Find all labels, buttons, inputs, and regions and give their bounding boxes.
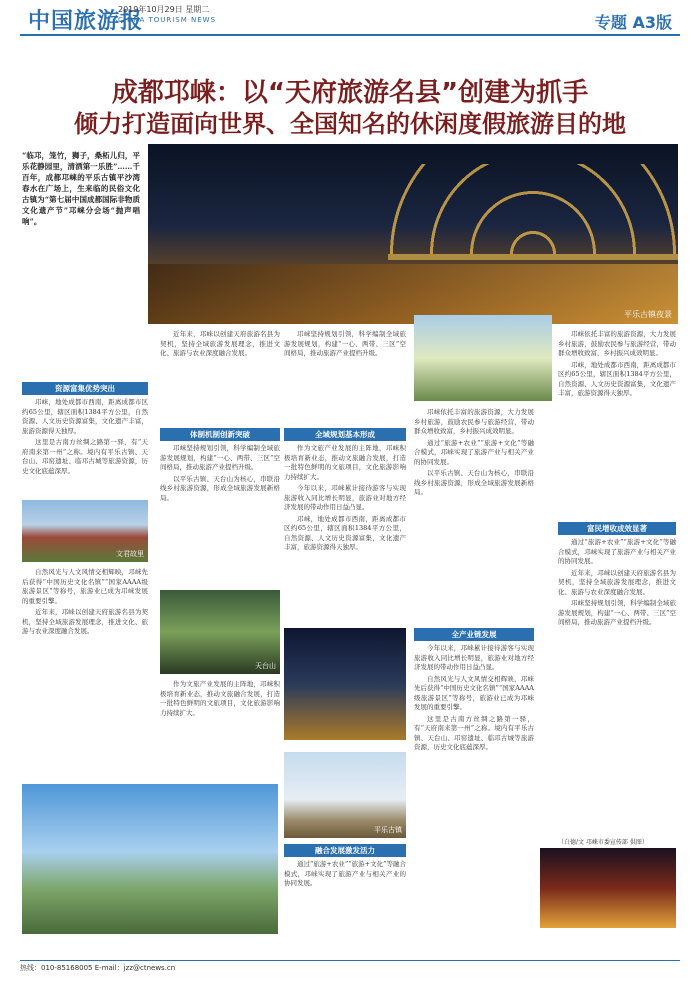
column-3-text-bottom bbox=[284, 860, 406, 952]
column-4-text-lower bbox=[414, 644, 534, 950]
photo-caption: 天台山 bbox=[255, 662, 276, 670]
photo-village bbox=[22, 500, 148, 562]
paragraph: 通过“旅游+农业”“旅游+文化”等融合模式，邛崃实现了旅游产业与相关产业的协同发展。 bbox=[414, 438, 534, 466]
paragraph: 邛崃坚持规划引领，科学编制全域旅游发展规划，构建“一心、两带、三区”空间格局，推动旅游产业提档升级。 bbox=[558, 599, 676, 626]
column-5-text-lower bbox=[558, 538, 676, 838]
photo-city-aerial bbox=[22, 784, 278, 934]
paragraph: 自然风光与人文风情交相辉映，邛崃先后获得“中国历史文化名镇”“国家AAAA级旅游景区”等称号，旅游业已成为邛崃发展的重要引擎。 bbox=[414, 674, 534, 711]
headline-line-1: 成都邛崃：以“天府旅游名县”创建为抓手 bbox=[111, 78, 589, 108]
column-2-text-lower bbox=[160, 444, 280, 584]
paragraph: 近年来，邛崃以创建天府旅游名县为契机，坚持全域旅游发展理念，推进文化、旅游与农业深度融合发展。 bbox=[160, 330, 280, 357]
subhead-planning: 全域规划基本形成 bbox=[284, 428, 406, 441]
photo-caption: 平乐古镇 bbox=[374, 826, 402, 834]
paragraph: 近年来，邛崃以创建天府旅游名县为契机，坚持全域旅游发展理念，推进文化、旅游与农业深度融合发展。 bbox=[22, 608, 148, 635]
paragraph: 邛崃，地处成都市西南，距离成都市区约65公里，辖区面积1384平方公里，自然资源、人文历史资源富集，文化遗产丰富，旅游资源得天独厚。 bbox=[22, 398, 148, 435]
column-2-text bbox=[160, 330, 280, 420]
paragraph: 邛崃依托丰富的旅游资源，大力发展乡村旅游，鼓励农民参与旅游经营，带动群众增收致富，乡村振兴成效明显。 bbox=[414, 408, 534, 435]
paragraph: 今年以来，邛崃累计接待游客与实现旅游收入同比增长明显，旅游业对地方经济发展的带动作用日益凸显。 bbox=[284, 484, 406, 511]
paragraph: 以平乐古镇、天台山为核心，串联沿线乡村旅游资源，形成全域旅游发展新格局。 bbox=[414, 469, 534, 496]
paragraph: 以平乐古镇、天台山为核心，串联沿线乡村旅游资源，形成全域旅游发展新格局。 bbox=[160, 474, 280, 502]
column-3-text bbox=[284, 330, 406, 422]
column-1-text-lower bbox=[22, 568, 148, 778]
subhead-integration: 融合发展激发活力 bbox=[284, 844, 406, 857]
masthead bbox=[0, 0, 700, 44]
photo-night-market bbox=[540, 848, 676, 928]
paragraph: 邛崃坚持规划引领，科学编制全域旅游发展规划，构建“一心、两带、三区”空间格局，推动旅游产业提档升级。 bbox=[160, 444, 280, 471]
masthead-logo: 中国旅游报 bbox=[28, 8, 144, 34]
paragraph: 通过“旅游+农业”“旅游+文化”等融合模式，邛崃实现了旅游产业与相关产业的协同发展。 bbox=[284, 860, 406, 887]
masthead-divider bbox=[20, 34, 680, 36]
headline-line-2: 倾力打造面向世界、全国知名的休闲度假旅游目的地 bbox=[74, 110, 626, 138]
column-1-text bbox=[22, 398, 148, 496]
paragraph: 自然风光与人文风情交相辉映，邛崃先后获得“中国历史文化名镇”“国家AAAA级旅游景区”等称号，旅游业已成为邛崃发展的重要引擎。 bbox=[22, 568, 148, 605]
paragraph: 今年以来，邛崃累计接待游客与实现旅游收入同比增长明显，旅游业对地方经济发展的带动作用日益凸显。 bbox=[414, 644, 534, 671]
paragraph: 这里是古南方丝绸之路第一驿，有“天府南来第一州”之称。境内有平乐古镇、天台山、邛窑遗址、临邛古城等旅游资源，历史文化底蕴深厚。 bbox=[414, 714, 534, 751]
paragraph: 邛崃依托丰富的旅游资源，大力发展乡村旅游，鼓励农民参与旅游经营，带动群众增收致富，乡村振兴成效明显。 bbox=[558, 330, 676, 357]
lead-paragraph: “临邛，笼竹，狮子，桑柘儿归，平乐花静园里，清洒第一乐胜”……千百年，成都邛崃的平乐古镇平沙湾春水在广场上，生来临的民俗文化古镇为“第七届中国成都国际非物质文化遗产节”邛崃分会场“抛声唱响”。 bbox=[22, 151, 140, 226]
bridge-shape bbox=[388, 164, 678, 260]
subhead-income: 富民增收成效显著 bbox=[558, 522, 676, 535]
footer-contact: 热线：010-85168005 E-mail：jzz@ctnews.cn bbox=[20, 960, 680, 975]
river-reflection bbox=[148, 264, 678, 324]
photo-caption: 文君故里 bbox=[116, 550, 144, 558]
paragraph: 通过“旅游+农业”“旅游+文化”等融合模式，邛崃实现了旅游产业与相关产业的协同发展。 bbox=[558, 538, 676, 565]
column-5-text bbox=[558, 330, 676, 516]
masthead-english: CHINA TOURISM NEWS bbox=[118, 16, 217, 24]
column-2-text-bottom bbox=[160, 680, 280, 780]
market-photo-caption: （白德/文 邛崃市委宣传部 供图） bbox=[558, 839, 648, 846]
subhead-resources: 资源富集优势突出 bbox=[22, 382, 148, 395]
paragraph: 这里是古南方丝绸之路第一驿，有“天府南来第一州”之称。境内有平乐古镇、天台山、邛窑遗址、临邛古城等旅游资源，历史文化底蕴深厚。 bbox=[22, 438, 148, 475]
column-3-text-lower bbox=[284, 444, 406, 622]
masthead-date: 2019年10月29日 星期二 bbox=[118, 5, 210, 14]
subhead-mechanism: 体制机制创新突破 bbox=[160, 428, 280, 441]
subhead-industry-chain: 全产业链发展 bbox=[414, 628, 534, 641]
section-tag: 专题 A3版 bbox=[594, 13, 672, 32]
paragraph: 近年来，邛崃以创建天府旅游名县为契机，坚持全域旅游发展理念，推进文化、旅游与农业深度融合发展。 bbox=[558, 568, 676, 596]
main-photo-night-bridge bbox=[148, 144, 678, 324]
column-4-text bbox=[414, 408, 534, 622]
paragraph: 作为文旅产业发展的主阵地，邛崃积极培育新业态，推动文旅融合发展，打造一批特色鲜明的文旅项目，文化旅游影响力持续扩大。 bbox=[284, 444, 406, 481]
paragraph: 作为文旅产业发展的主阵地，邛崃积极培育新业态，推动文旅融合发展，打造一批特色鲜明的文旅项目，文化旅游影响力持续扩大。 bbox=[160, 680, 280, 717]
photo-night-scene bbox=[284, 628, 406, 740]
paragraph: 邛崃，地处成都市西南，距离成都市区约65公里，辖区面积1384平方公里，自然资源、人文历史资源富集，文化遗产丰富，旅游资源得天独厚。 bbox=[284, 514, 406, 551]
photo-ancient-gate bbox=[284, 752, 406, 838]
paragraph: 邛崃，地处成都市西南，距离成都市区约65公里，辖区面积1384平方公里，自然资源、人文历史资源富集，文化遗产丰富，旅游资源得天独厚。 bbox=[558, 360, 676, 397]
paragraph: 邛崃坚持规划引领，科学编制全域旅游发展规划，构建“一心、两带、三区”空间格局，推动旅游产业提档升级。 bbox=[284, 330, 406, 357]
photo-billboard bbox=[414, 315, 552, 401]
photo-bamboo bbox=[160, 590, 280, 674]
main-photo-caption: 平乐古镇夜景 bbox=[624, 310, 672, 319]
